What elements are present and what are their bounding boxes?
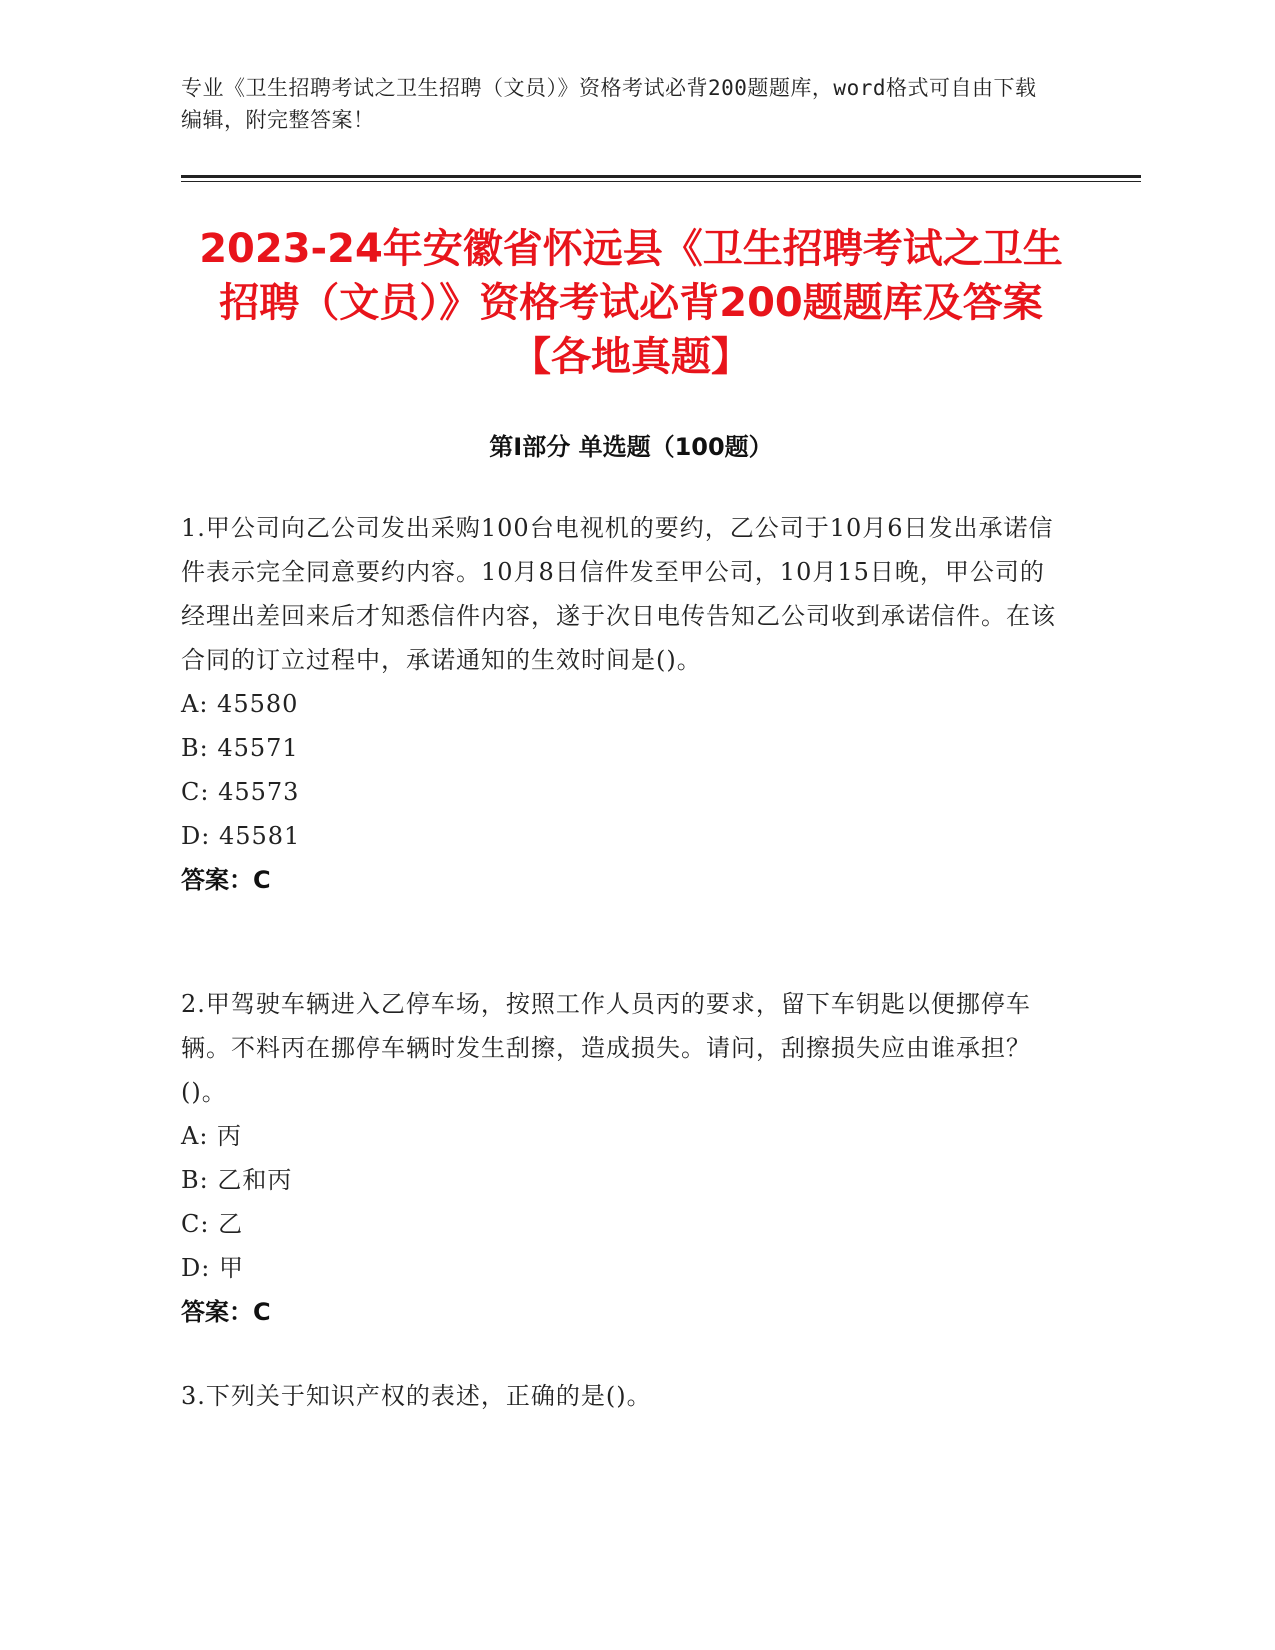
- question-stem: 1.甲公司向乙公司发出采购100台电视机的要约，乙公司于10月6日发出承诺信件表示完全同意要约内容。10月8日信件发至甲公司，10月15日晚，甲公司的经理出差回来后才知悉信件内容，遂于次日电传告知乙公司收到承诺信件。在该合同的订立过程中，承诺通知的生效时间是()。: [181, 514, 1056, 674]
- header-rule-thin: [181, 181, 1141, 182]
- option-c: C: 乙: [181, 1210, 244, 1238]
- answer: 答案：C: [181, 866, 271, 894]
- question-3: [181, 1374, 1061, 1418]
- question-2: [181, 982, 1061, 1334]
- header-rule-thick: [181, 175, 1141, 178]
- section-heading: 第Ⅰ部分 单选题（100题）: [489, 433, 773, 461]
- option-d: D: 甲: [181, 1254, 244, 1282]
- option-b: B: 45571: [181, 734, 299, 762]
- answer: 答案：C: [181, 1298, 271, 1326]
- question-stem: 2.甲驾驶车辆进入乙停车场，按照工作人员丙的要求，留下车钥匙以便挪停车辆。不料丙在挪停车辆时发生刮擦，造成损失。请问，刮擦损失应由谁承担？()。: [181, 990, 1031, 1106]
- question-stem: 3.下列关于知识产权的表述，正确的是()。: [181, 1382, 652, 1410]
- header-note: 专业《卫生招聘考试之卫生招聘（文员）》资格考试必背200题题库，word格式可自由下载编辑，附完整答案！: [181, 76, 1037, 132]
- option-a: A: 丙: [181, 1122, 243, 1150]
- document-title: 2023-24年安徽省怀远县《卫生招聘考试之卫生招聘（文员）》资格考试必背200题题库及答案【各地真题】: [199, 226, 1063, 380]
- option-b: B: 乙和丙: [181, 1166, 293, 1194]
- option-d: D: 45581: [181, 822, 301, 850]
- option-c: C: 45573: [181, 778, 300, 806]
- question-1: [181, 506, 1061, 902]
- option-a: A: 45580: [181, 690, 299, 718]
